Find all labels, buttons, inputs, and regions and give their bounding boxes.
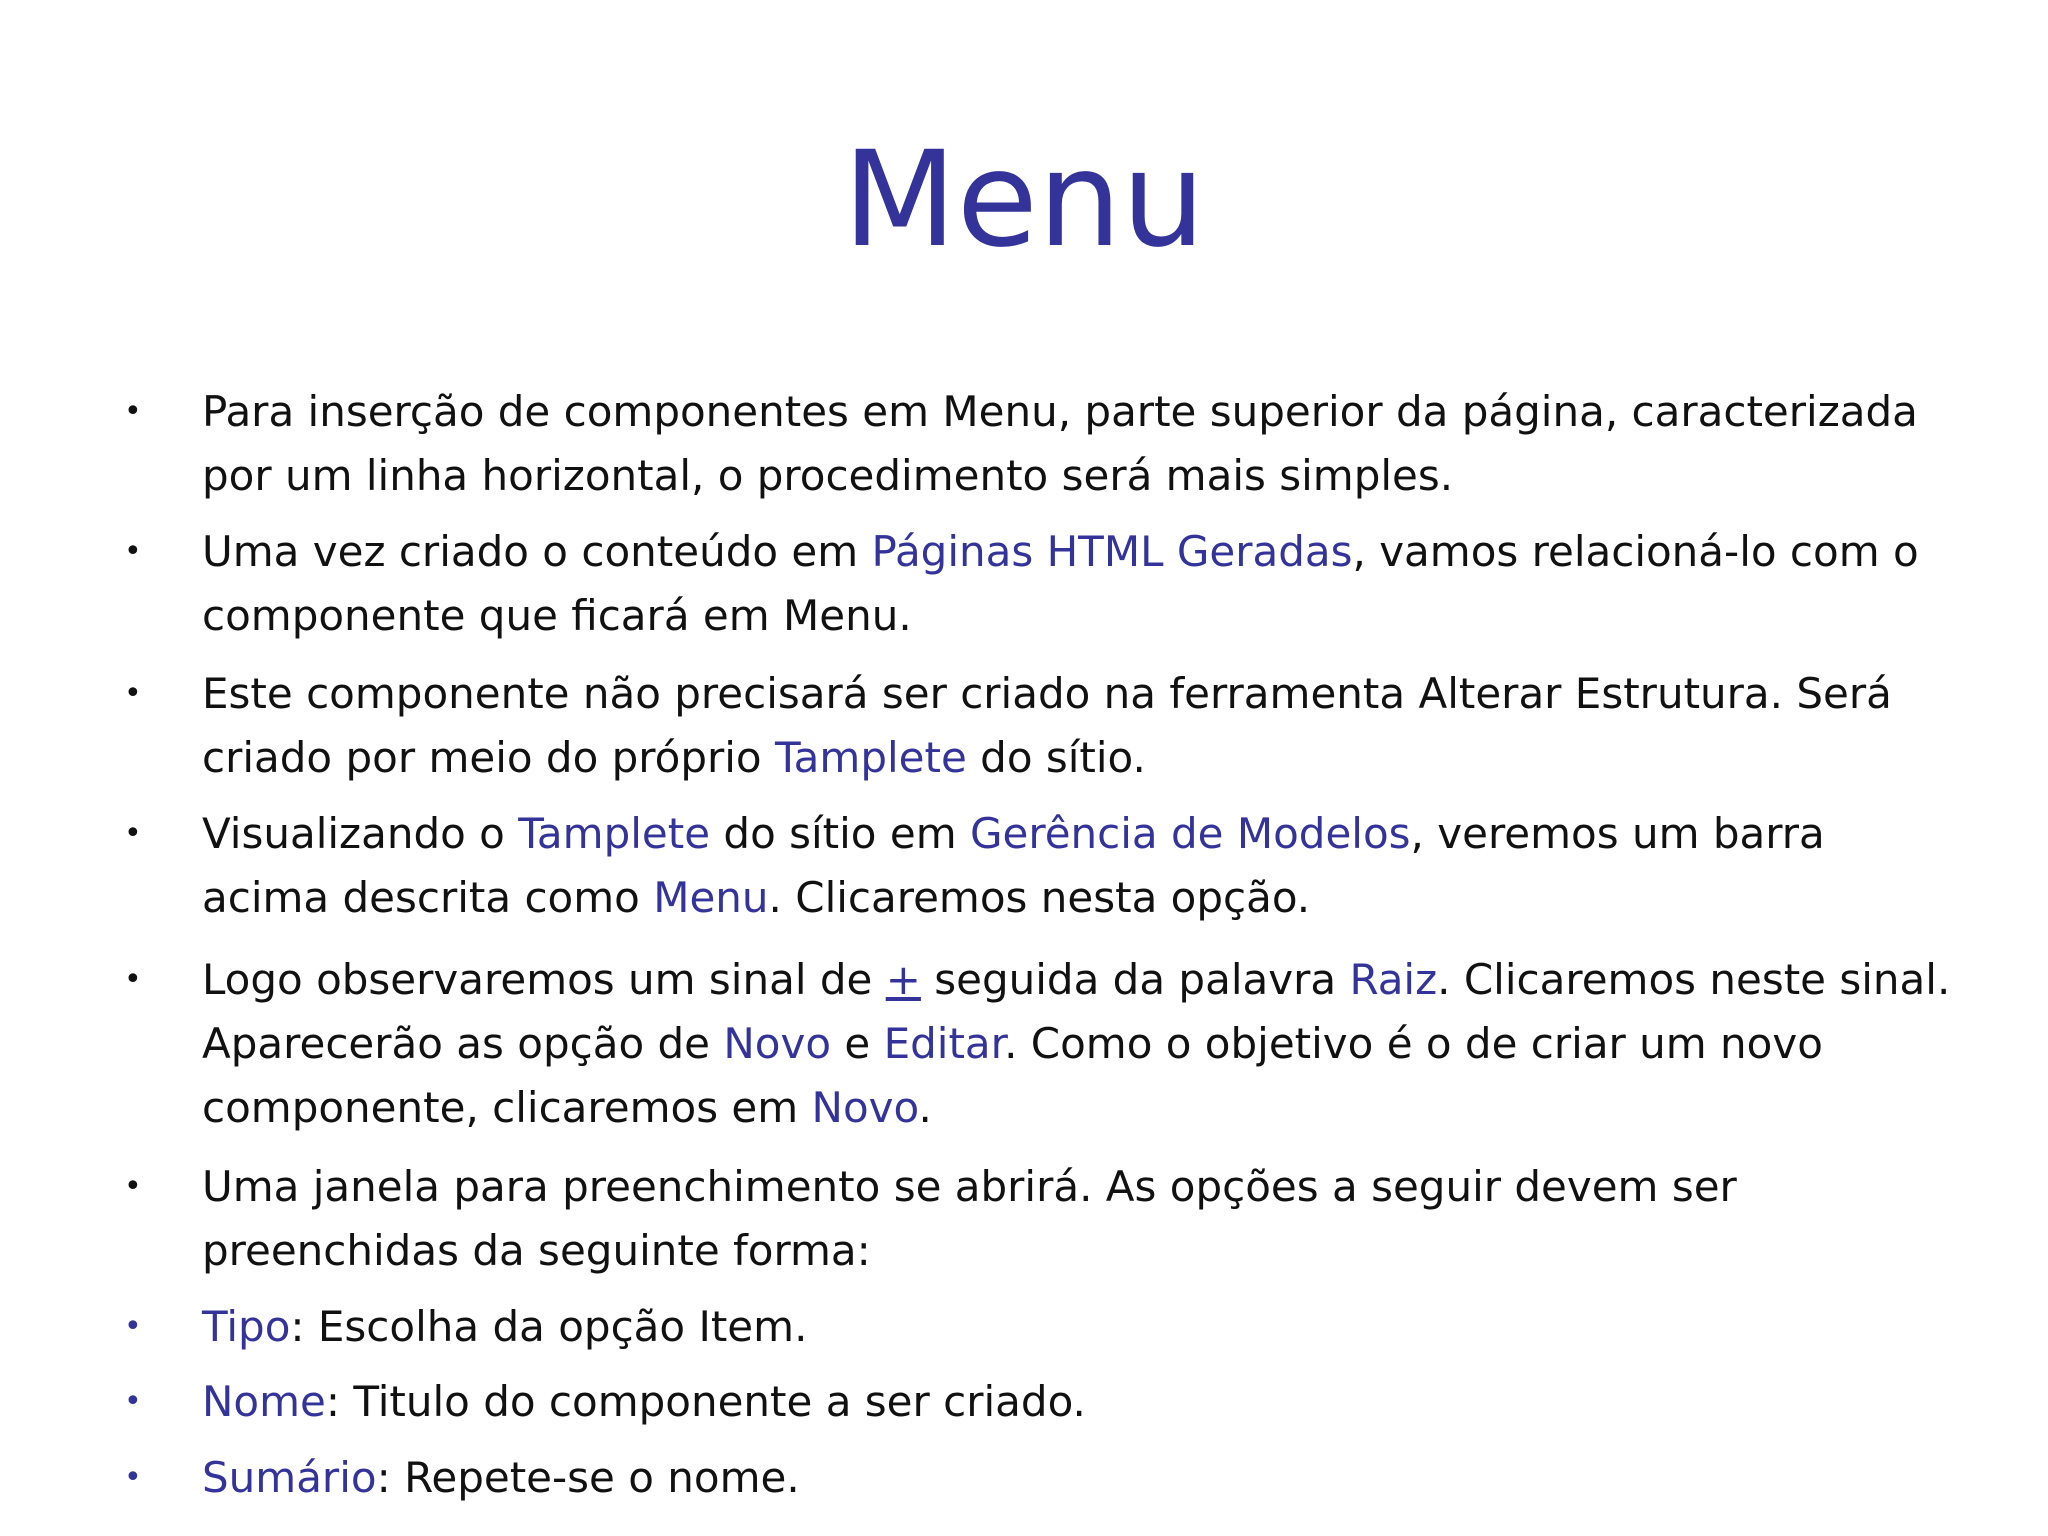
text-segment: , veremos um barra bbox=[1410, 809, 1825, 858]
bullet-text-line bbox=[202, 584, 1962, 648]
bullet-marker: • bbox=[124, 816, 142, 851]
bullet-marker: • bbox=[124, 676, 142, 711]
highlighted-term: Tamplete bbox=[774, 733, 967, 782]
slide-title: Menu bbox=[842, 123, 1206, 277]
text-segment: Uma vez criado o conteúdo em bbox=[202, 527, 872, 576]
highlighted-term: Gerência de Modelos bbox=[969, 809, 1411, 858]
text-segment: componente que ficará em Menu. bbox=[202, 591, 912, 640]
bullet-text bbox=[202, 1295, 1962, 1359]
text-segment: acima descrita como bbox=[202, 873, 654, 922]
bullet-marker: • bbox=[124, 1169, 142, 1204]
text-segment: . Clicaremos neste sinal. bbox=[1437, 955, 1951, 1004]
bullet-marker: • bbox=[124, 394, 142, 429]
highlighted-term: Editar bbox=[883, 1019, 1005, 1068]
bullet-text-line bbox=[202, 1446, 1962, 1510]
text-segment: . Como o objetivo é o de criar um novo bbox=[1004, 1019, 1823, 1068]
bullet-text-line bbox=[202, 1076, 1962, 1140]
text-segment: Uma janela para preenchimento se abrirá. As opções a seguir devem ser bbox=[202, 1162, 1737, 1211]
bullet-text-line bbox=[202, 1295, 1962, 1359]
highlighted-term: Nome bbox=[202, 1377, 326, 1426]
text-segment: Este componente não precisará ser criado na ferramenta Alterar Estrutura. Será bbox=[202, 669, 1892, 718]
text-segment: criado por meio do próprio bbox=[202, 733, 775, 782]
bullet-text-line bbox=[202, 802, 1962, 866]
bullet-marker: • bbox=[124, 1309, 142, 1344]
text-segment: componente, clicaremos em bbox=[202, 1083, 812, 1132]
bullet-text-line bbox=[202, 866, 1962, 930]
text-segment: Aparecerão as opção de bbox=[202, 1019, 724, 1068]
highlighted-term: Tipo bbox=[202, 1302, 291, 1351]
bullet-text-line bbox=[202, 662, 1962, 726]
text-segment: do sítio em bbox=[710, 809, 970, 858]
highlighted-term: Novo bbox=[723, 1019, 832, 1068]
bullet-text bbox=[202, 1446, 1962, 1510]
bullet-text-line bbox=[202, 948, 1962, 1012]
highlighted-term: + bbox=[885, 955, 921, 1004]
text-segment: : Titulo do componente a ser criado. bbox=[325, 1377, 1086, 1426]
highlighted-term: Tamplete bbox=[518, 809, 711, 858]
highlighted-term: Raiz bbox=[1349, 955, 1438, 1004]
highlighted-term: Sumário bbox=[202, 1453, 377, 1502]
text-segment: Para inserção de componentes em Menu, parte superior da página, caracterizada bbox=[202, 387, 1918, 436]
bullet-text-line bbox=[202, 1219, 1962, 1283]
text-segment: do sítio. bbox=[966, 733, 1146, 782]
bullet-text bbox=[202, 380, 1962, 508]
bullet-text bbox=[202, 948, 1962, 1140]
bullet-text-line bbox=[202, 380, 1962, 444]
bullet-marker: • bbox=[124, 534, 142, 569]
text-segment: . bbox=[918, 1083, 932, 1132]
bullet-text-line bbox=[202, 1370, 1962, 1434]
bullet-text bbox=[202, 1155, 1962, 1283]
bullet-text-line bbox=[202, 444, 1962, 508]
text-segment: e bbox=[831, 1019, 884, 1068]
highlighted-term: Páginas HTML Geradas bbox=[871, 527, 1353, 576]
highlighted-term: Menu bbox=[653, 873, 769, 922]
text-segment: seguida da palavra bbox=[920, 955, 1350, 1004]
text-segment: , vamos relacioná-lo com o bbox=[1352, 527, 1919, 576]
text-segment: preenchidas da seguinte forma: bbox=[202, 1226, 871, 1275]
text-segment: : Escolha da opção Item. bbox=[290, 1302, 808, 1351]
text-segment: Logo observaremos um sinal de bbox=[202, 955, 886, 1004]
bullet-text-line bbox=[202, 1155, 1962, 1219]
bullet-text bbox=[202, 520, 1962, 648]
bullet-text bbox=[202, 1370, 1962, 1434]
bullet-marker: • bbox=[124, 1384, 142, 1419]
bullet-text bbox=[202, 802, 1962, 930]
bullet-marker: • bbox=[124, 962, 142, 997]
text-segment: . Clicaremos nesta opção. bbox=[768, 873, 1311, 922]
bullet-marker: • bbox=[124, 1460, 142, 1495]
bullet-text bbox=[202, 662, 1962, 790]
text-segment: por um linha horizontal, o procedimento será mais simples. bbox=[202, 451, 1454, 500]
bullet-text-line bbox=[202, 726, 1962, 790]
text-segment: Visualizando o bbox=[202, 809, 519, 858]
bullet-text-line bbox=[202, 1012, 1962, 1076]
text-segment: : Repete-se o nome. bbox=[376, 1453, 800, 1502]
highlighted-term: Novo bbox=[811, 1083, 919, 1132]
bullet-text-line bbox=[202, 520, 1962, 584]
